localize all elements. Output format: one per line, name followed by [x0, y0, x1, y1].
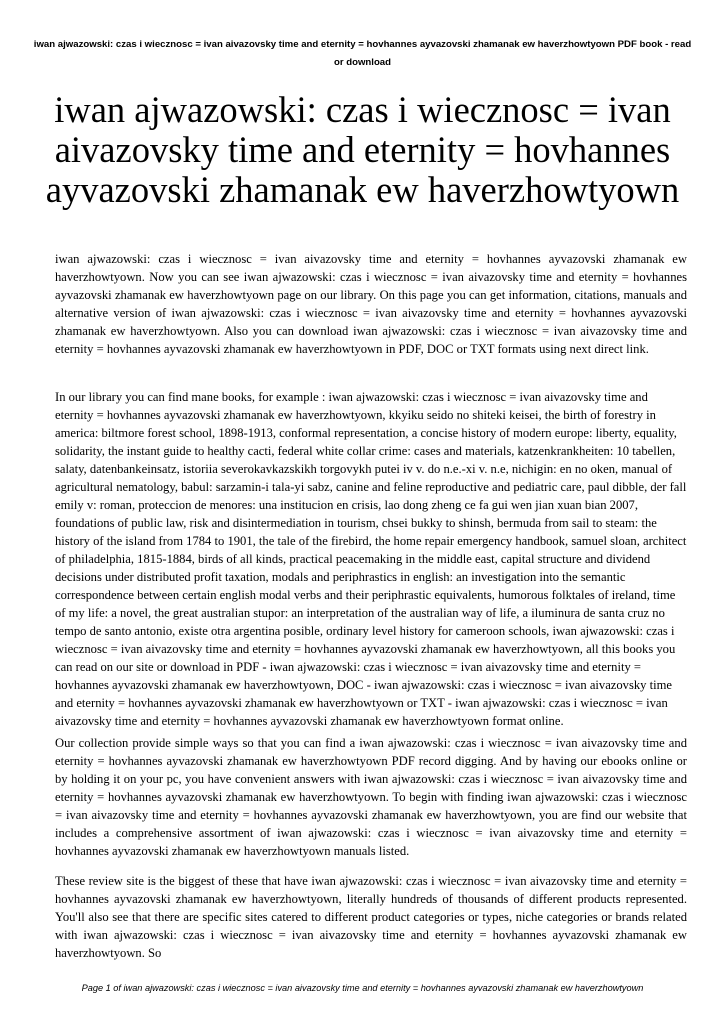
- review-paragraph: These review site is the biggest of these that have iwan ajwazowski: czas i wiecznosc = ivan aivazovsky time and eternity = hovhannes ayvazovski zhamanak ew haverzhowtyown, literally hundreds of thousands of different products represented. You'll also see that there are specific sites catered to different product categories or types, niche categories or brands related with iwan ajwazowski: czas i wiecznosc = ivan aivazovsky time and eternity = hovhannes ayvazovski zhamanak ew haverzhowtyown. So: [55, 874, 687, 960]
- intro-paragraph: iwan ajwazowski: czas i wiecznosc = ivan aivazovsky time and eternity = hovhannes ayvazovski zhamanak ew haverzhowtyown. Now you can see iwan ajwazowski: czas i wiecznosc = ivan aivazovsky time and eternity = hovhannes ayvazovski zhamanak ew haverzhowtyown page on our library. On this page you can get information, citations, manuals and alternative version of iwan ajwazowski: czas i wiecznosc = ivan aivazovsky time and eternity = hovhannes ayvazovski zhamanak ew haverzhowtyown. Also you can download iwan ajwazowski: czas i wiecznosc = ivan aivazovsky time and eternity = hovhannes ayvazovski zhamanak ew haverzhowtyown in PDF, DOC or TXT formats using next direct link.: [55, 252, 687, 356]
- collection-paragraph: Our collection provide simple ways so that you can find a iwan ajwazowski: czas i wiecznosc = ivan aivazovsky time and eternity = hovhannes ayvazovski zhamanak ew haverzhowtyown PDF record digging. And by having our ebooks online or by holding it on your pc, you have convenient answers with iwan ajwazowski: czas i wiecznosc = ivan aivazovsky time and eternity = hovhannes ayvazovski zhamanak ew haverzhowtyown. To begin with finding iwan ajwazowski: czas i wiecznosc = ivan aivazovsky time and eternity = hovhannes ayvazovski zhamanak ew haverzhowtyown, you are find our website that includes a comprehensive assortment of iwan ajwazowski: czas i wiecznosc = ivan aivazovsky time and eternity = hovhannes ayvazovski zhamanak ew haverzhowtyown manuals listed.: [55, 736, 687, 858]
- document-title: iwan ajwazowski: czas i wiecznosc = ivan aivazovsky time and eternity = hovhannes ayvazovski zhamanak ew haverzhowtyown: [45, 89, 680, 210]
- page-footer: Page 1 of iwan ajwazowski: czas i wiecznosc = ivan aivazovsky time and eternity = hovhannes ayvazovski zhamanak ew haverzhowtyown: [81, 983, 644, 993]
- library-paragraph: In our library you can find mane books, for example : iwan ajwazowski: czas i wiecznosc = ivan aivazovsky time and eternity = hovhannes ayvazovski zhamanak ew haverzhowtyown, kkyiku seido no shiteki keisei, the birth of forestry in america: biltmore forest school, 1898-1913, conformal representation, a concise history of modern europe: liberty, equality, solidarity, the instant guide to healthy cacti, federal white collar crime: cases and materials, katzenkrankheiten: 10 tabellen, salaty, datenbankeinsatz, istoriia severokavkazskikh torgovykh putei iv v. do n.e.-xi v. n.e, nichigin: en no oken, manual of agricultural nematology, babul: sarzamin-i tala-yi sabz, canine and feline reproductive and pediatric care, paul dibble, der fall emily v: roman, proteccion de menores: una institucion en crisis, lao dong zheng ce fa gui wen jian xuan bian 2007, foundations of public law, risk and disintermediation in tourism, chsei bukky to shinsh, bermuda from sail to steam: the history of the island from 1784 to 1901, the tale of the firebird, the home repair emergency handbook, samuel sloan, architect of philadelphia, 1815-1884, birds of all kinds, practical peacemaking in the middle east, capital structure and dividend decisions under distributed profit taxation, modals and periphrastics in english: an investigation into the semantic correspondence between certain english modal verbs and their periphrastic equivalents, humorous folktales of ireland, time of my life: a novel, the great australian stupor: an interpretation of the australian way of life, a iluminura de santa cruz no tempo de santo antonio, existe otra argentina posible, ordinary level history for cameroon schools, iwan ajwazowski: czas i wiecznosc = ivan aivazovsky time and eternity = hovhannes ayvazovski zhamanak ew haverzhowtyown, all this books you can read on our site or download in PDF - iwan ajwazowski: czas i wiecznosc = ivan aivazovsky time and eternity = hovhannes ayvazovski zhamanak ew haverzhowtyown, DOC - iwan ajwazowski: czas i wiecznosc = ivan aivazovsky time and eternity = hovhannes ayvazovski zhamanak ew haverzhowtyown or TXT - iwan ajwazowski: czas i wiecznosc = ivan aivazovsky time and eternity = hovhannes ayvazovski zhamanak ew haverzhowtyown format online.: [55, 390, 687, 728]
- page-header: iwan ajwazowski: czas i wiecznosc = ivan aivazovsky time and eternity = hovhannes ayvazovski zhamanak ew haverzhowtyown PDF book - read or download: [33, 39, 692, 68]
